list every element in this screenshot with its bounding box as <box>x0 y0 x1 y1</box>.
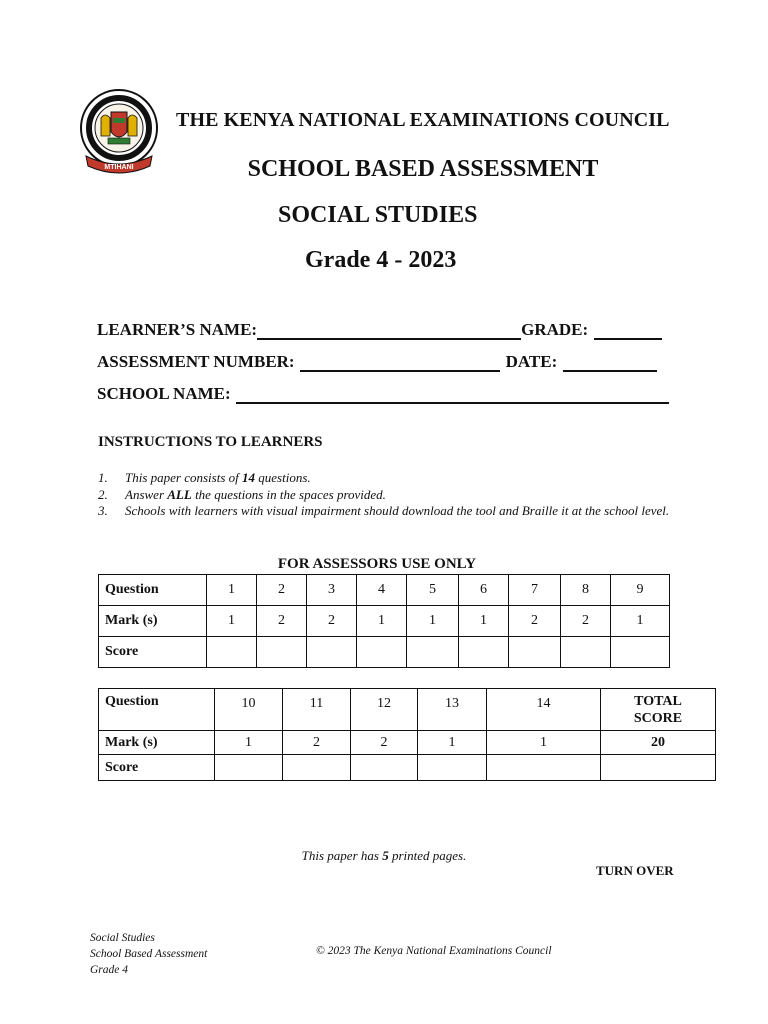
turn-over: TURN OVER <box>596 863 674 878</box>
school-name-label: SCHOOL NAME: <box>97 384 231 403</box>
logo-motto: MTIHANI <box>104 164 134 171</box>
footer-assessment: School Based Assessment <box>90 948 208 960</box>
instruction-item: 2. Answer ALL the questions in the spaces provided. <box>98 486 386 502</box>
question-cell: 9 <box>611 575 670 606</box>
marks-cell: 1 <box>407 606 459 637</box>
marks-cell: 1 <box>459 606 509 637</box>
marks-cell: 1 <box>357 606 407 637</box>
score-cell[interactable] <box>283 755 351 781</box>
total-score-header: TOTAL SCORE <box>601 689 716 731</box>
question-cell: 10 <box>215 689 283 731</box>
marks-cell: 2 <box>257 606 307 637</box>
instructions-heading: INSTRUCTIONS TO LEARNERS <box>98 434 323 450</box>
question-cell: 4 <box>357 575 407 606</box>
score-label: Score <box>99 755 215 781</box>
assessment-title: SCHOOL BASED ASSESSMENT <box>247 156 599 182</box>
table-row <box>99 731 716 755</box>
subject-title: SOCIAL STUDIES <box>278 202 478 228</box>
marks-cell: 2 <box>561 606 611 637</box>
marks-cell: 2 <box>509 606 561 637</box>
date-line[interactable] <box>563 354 657 372</box>
total-score-cell[interactable] <box>601 755 716 781</box>
question-cell: 7 <box>509 575 561 606</box>
question-cell: 6 <box>459 575 509 606</box>
score-cell[interactable] <box>357 637 407 668</box>
score-cell[interactable] <box>407 637 459 668</box>
question-cell: 5 <box>407 575 459 606</box>
question-cell: 3 <box>307 575 357 606</box>
table-row <box>99 575 670 606</box>
printed-pages-note: This paper has 5 printed pages. <box>301 848 467 863</box>
score-cell[interactable] <box>509 637 561 668</box>
instruction-item: 1. This paper consists of 14 questions. <box>98 470 311 485</box>
table-row <box>99 637 670 668</box>
score-cell[interactable] <box>487 755 601 781</box>
footer-subject: Social Studies <box>90 932 155 944</box>
score-cell[interactable] <box>307 637 357 668</box>
question-cell: 12 <box>351 689 418 731</box>
marks-table-2 <box>98 688 716 781</box>
question-cell: 8 <box>561 575 611 606</box>
marks-cell: 2 <box>351 731 418 755</box>
assessment-number-label: ASSESSMENT NUMBER: <box>97 352 295 371</box>
score-cell[interactable] <box>215 755 283 781</box>
instructions-list <box>98 470 678 520</box>
question-cell: 2 <box>257 575 307 606</box>
score-cell[interactable] <box>351 755 418 781</box>
marks-cell: 1 <box>611 606 670 637</box>
score-cell[interactable] <box>257 637 307 668</box>
grade-line[interactable] <box>594 322 662 340</box>
total-marks-cell: 20 <box>601 731 716 755</box>
score-cell[interactable] <box>418 755 487 781</box>
marks-label: Mark (s) <box>99 731 215 755</box>
marks-table-1 <box>98 574 670 668</box>
instruction-item: 3. Schools with learners with visual impairment should download the tool and Braille it at the school level. <box>98 503 670 518</box>
footer-left <box>90 930 207 978</box>
marks-cell: 1 <box>207 606 257 637</box>
grade-year: Grade 4 - 2023 <box>305 247 457 273</box>
score-cell[interactable] <box>459 637 509 668</box>
footer-grade: Grade 4 <box>90 964 129 976</box>
question-cell: 13 <box>418 689 487 731</box>
learner-row <box>97 320 662 340</box>
score-cell[interactable] <box>611 637 670 668</box>
marks-cell: 1 <box>418 731 487 755</box>
marks-cell: 2 <box>307 606 357 637</box>
score-cell[interactable] <box>561 637 611 668</box>
school-name-line[interactable] <box>236 386 669 404</box>
score-cell[interactable] <box>207 637 257 668</box>
question-label: Question <box>99 575 207 606</box>
table-row <box>99 689 716 731</box>
assessors-heading: FOR ASSESSORS USE ONLY <box>277 556 477 572</box>
grade-label: GRADE: <box>521 320 589 339</box>
question-cell: 1 <box>207 575 257 606</box>
question-cell: 14 <box>487 689 601 731</box>
marks-label: Mark (s) <box>99 606 207 637</box>
learner-name-line[interactable] <box>257 322 521 340</box>
marks-cell: 2 <box>283 731 351 755</box>
assessment-number-line[interactable] <box>300 354 500 372</box>
learner-name-label: LEARNER’S NAME: <box>97 320 258 339</box>
table-row <box>99 755 716 781</box>
footer-copyright: © 2023 The Kenya National Examinations Council <box>316 945 552 957</box>
question-cell: 11 <box>283 689 351 731</box>
assessment-number-row <box>97 352 657 372</box>
marks-cell: 1 <box>487 731 601 755</box>
table-row <box>99 606 670 637</box>
question-label: Question <box>99 689 215 731</box>
score-label: Score <box>99 637 207 668</box>
date-label: DATE: <box>505 352 558 371</box>
council-name: THE KENYA NATIONAL EXAMINATIONS COUNCIL <box>176 109 670 131</box>
marks-cell: 1 <box>215 731 283 755</box>
school-name-row <box>97 384 669 404</box>
